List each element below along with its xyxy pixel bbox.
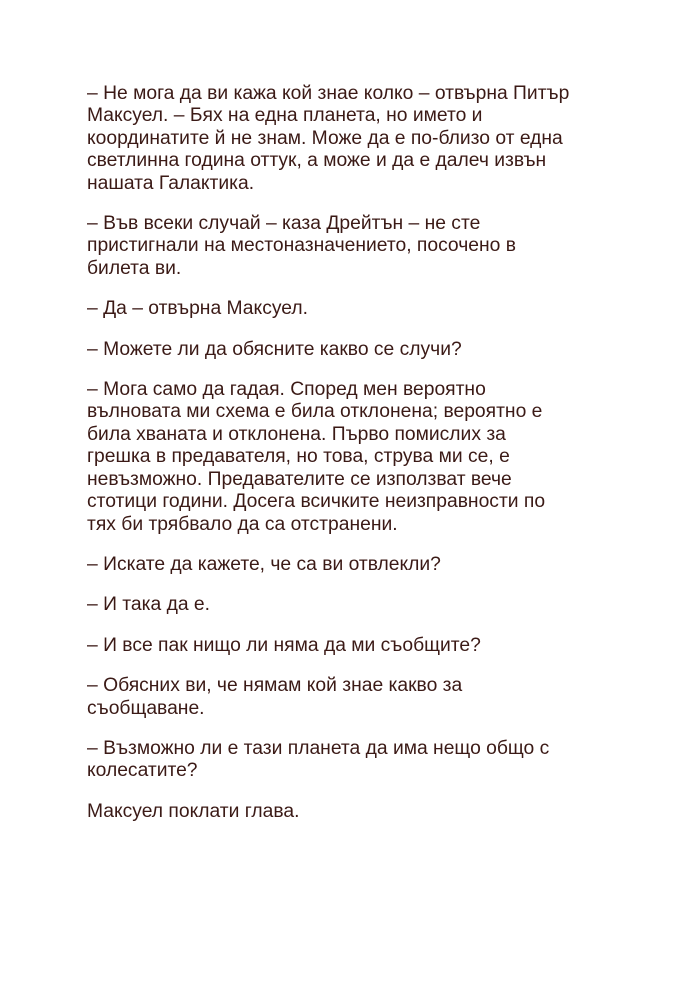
paragraph-5: – Мога само да гадая. Според мен вероятно вълновата ми схема е била отклонена; вероятно е била хваната и отклонена. Първо помислих за грешка в предавателя, но това, струва ми се, е невъзможно. Предавателите се използват вече стотици години. Досега всичките неизправности по тях би трябвало да са отстранени. bbox=[87, 379, 546, 535]
paragraph-4: – Можете ли да обясните какво се случи? bbox=[87, 338, 462, 360]
paragraph-10: – Възможно ли е тази планета да има нещо общо с колесатите? bbox=[87, 737, 550, 782]
paragraph-9: – Обясних ви, че нямам кой знае какво за съобщаване. bbox=[87, 675, 463, 719]
paragraph-8: – И все пак нищо ли няма да ми съобщите? bbox=[87, 634, 481, 656]
paragraph-11: Максуел поклати глава. bbox=[87, 800, 300, 822]
paragraph-1: – Не мога да ви кажа кой знае колко – отвърна Питър Максуел. – Бях на една планета, но името и координатите й не знам. Може да е по-близо от една светлинна година оттук, а може и да е далеч извън нашата Галактика. bbox=[87, 83, 570, 194]
paragraph-7: – И така да е. bbox=[87, 594, 210, 616]
paragraph-3: – Да – отвърна Максуел. bbox=[87, 298, 308, 320]
body-text bbox=[87, 83, 627, 841]
paragraph-6: – Искате да кажете, че са ви отвлекли? bbox=[87, 553, 441, 575]
paragraph-2: – Във всеки случай – каза Дрейтън – не сте пристигнали на местоназначението, посочено в билета ви. bbox=[87, 213, 516, 279]
